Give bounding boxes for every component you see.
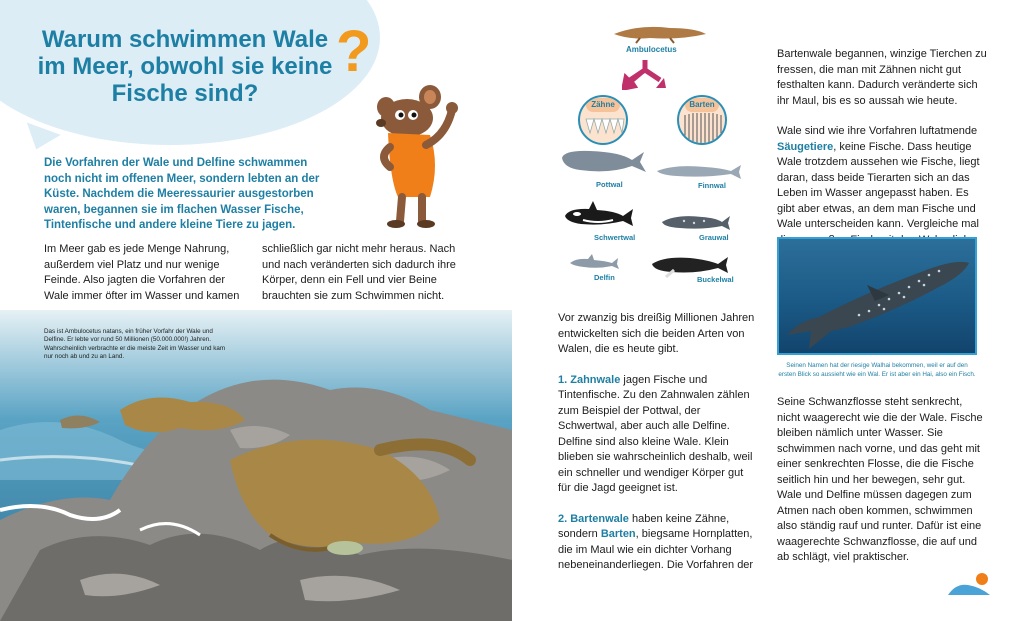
right-column-text-top xyxy=(777,47,987,263)
paragraph-saeugetiere xyxy=(777,124,987,248)
branch-arrow-icon xyxy=(622,58,668,90)
intro-text: Die Vorfahren der Wale und Delfine schwammen noch nicht im offenen Meer, sondern lebten an der Küste. Nachdem die Meeressaurier ausgestorben waren, begannen sie im flachen Wasser Fische, Tintenfische und andere kleine Tiere zu jagen. xyxy=(44,157,320,231)
label-ambulocetus: Ambulocetus xyxy=(626,45,677,54)
label-buckelwal: Buckelwal xyxy=(697,275,734,284)
text-bartenwale-b: , biegsame Hornplatten, die im Maul wie ein dichter Vorhang nebeneinanderliegen. Die Vorfahren der xyxy=(558,528,754,571)
term-zahnwale: 1. Zahnwale xyxy=(558,373,621,386)
text-saeugetiere-b: , keine Fische. Dass heutige Wale trotzdem aussehen wie Fische, liegt daran, dass beide Tierarten sich an das Leben im Wasser angepasst haben. Es gibt aber etwas, an dem man Fische und Wale unterscheiden kann. Vergleiche mal xyxy=(777,140,980,230)
label-pottwal: Pottwal xyxy=(596,180,623,189)
paragraph-bartenwale xyxy=(558,512,756,574)
text-saeugetiere-a: Wale sind wie ihre Vorfahren luftatmende xyxy=(777,125,978,137)
right-column-text: schließlich gar nicht mehr heraus. Nach und nach veränderten sich dadurch ihre Körper, denn ein Fell und vier Beine brauchten sie zum Schwimmen nicht. xyxy=(262,243,456,302)
mouse-head xyxy=(381,99,433,137)
teeth-circle xyxy=(578,95,628,145)
term-barten: Barten xyxy=(600,528,636,540)
page-title: Warum schwimmen Wale im Meer, obwohl sie keine Fische sind? xyxy=(37,26,333,107)
fin-whale-icon xyxy=(655,160,743,182)
paragraph-evolution: Vor zwanzig bis dreißig Millionen Jahren entwickelten sich die beiden Arten von Walen, die es heute gibt. xyxy=(558,312,755,355)
paragraph-bartenwale-continued: Bartenwale begannen, winzige Tierchen zu fressen, die man mit Zähnen nicht gut festhalten kann. Dadurch veränderte sich ihr Maul, bis es so aussah wie heute. xyxy=(777,48,987,107)
label-delfin: Delfin xyxy=(594,273,615,282)
baleen-circle xyxy=(677,95,727,145)
orca-icon xyxy=(563,200,635,230)
term-saeugetiere: Säugetiere xyxy=(777,140,834,153)
text-bartenwale-a: haben keine Zähne, sondern xyxy=(558,512,730,540)
paragraph-zahnwale xyxy=(558,373,756,497)
whale-shark-photo xyxy=(777,237,977,355)
text-zahnwale: jagen Fische und Tintenfische. Zu den Zahnwalen zählen zum Beispiel der Pottwal, der Schwertwal, aber auch alle Delfine. Delfine sind also kleine Wale. Klein blieben sie wahrscheinlich deshalb, weil ein schneller und wendiger Körper gut für die Jagd geeignet ist. xyxy=(558,373,753,494)
right-column-text-bottom: Seine Schwanzflosse steht senkrecht, nicht waagerecht wie die der Wale. Fische bleiben nämlich unter Wasser. Sie schwimmen nach vorne, und das geht mit einer senkrechten Flosse, die die Fische seitlich hin und her bewegen, sehr gut. Wale und Delfine müssen dagegen zum Atmen nach oben kommen, schwimmen also ständig rauf und runter. Dafür ist eine waagerechte Schwanzflosse, die auf und ab schlägt, viel praktischer. xyxy=(777,396,983,563)
ambulocetus-icon xyxy=(610,22,710,44)
question-mark: ? xyxy=(336,19,372,84)
middle-column-text xyxy=(558,311,756,589)
sperm-whale-icon xyxy=(560,146,648,178)
label-schwertwal: Schwertwal xyxy=(594,233,636,242)
page-number-badge xyxy=(946,569,992,599)
label-baleen: Barten xyxy=(685,98,719,112)
scene-caption: Das ist Ambulocetus natans, ein früher Vorfahr der Wale und Delfine. Er lebte vor rund 50 Millionen (50.000.000!) Jahren. Wahrscheinlich verbrachte er die meiste Zeit im Wasser und kam nur noch ab und zu an Land. xyxy=(44,328,226,360)
term-bartenwale: 2. Bartenwale xyxy=(558,512,629,525)
label-finnwal: Finnwal xyxy=(698,181,726,190)
dolphin-icon xyxy=(568,252,620,272)
left-column-text: Im Meer gab es jede Menge Nahrung, außerdem viel Platz und nur wenige Feinde. Also jagten die Vorfahren der Wale immer öfter im Wasser und kamen xyxy=(44,243,240,302)
label-grauwal: Grauwal xyxy=(699,233,729,242)
gray-whale-icon xyxy=(660,210,732,234)
mouse-illustration xyxy=(360,85,470,230)
label-teeth: Zähne xyxy=(586,98,620,112)
photo-caption: Seinen Namen hat der riesige Walhai bekommen, weil er auf den ersten Blick so aussieht wie ein Wal. Er ist aber ein Hai, also ein Fisch. xyxy=(778,362,976,378)
page-number: 7 xyxy=(960,579,964,586)
